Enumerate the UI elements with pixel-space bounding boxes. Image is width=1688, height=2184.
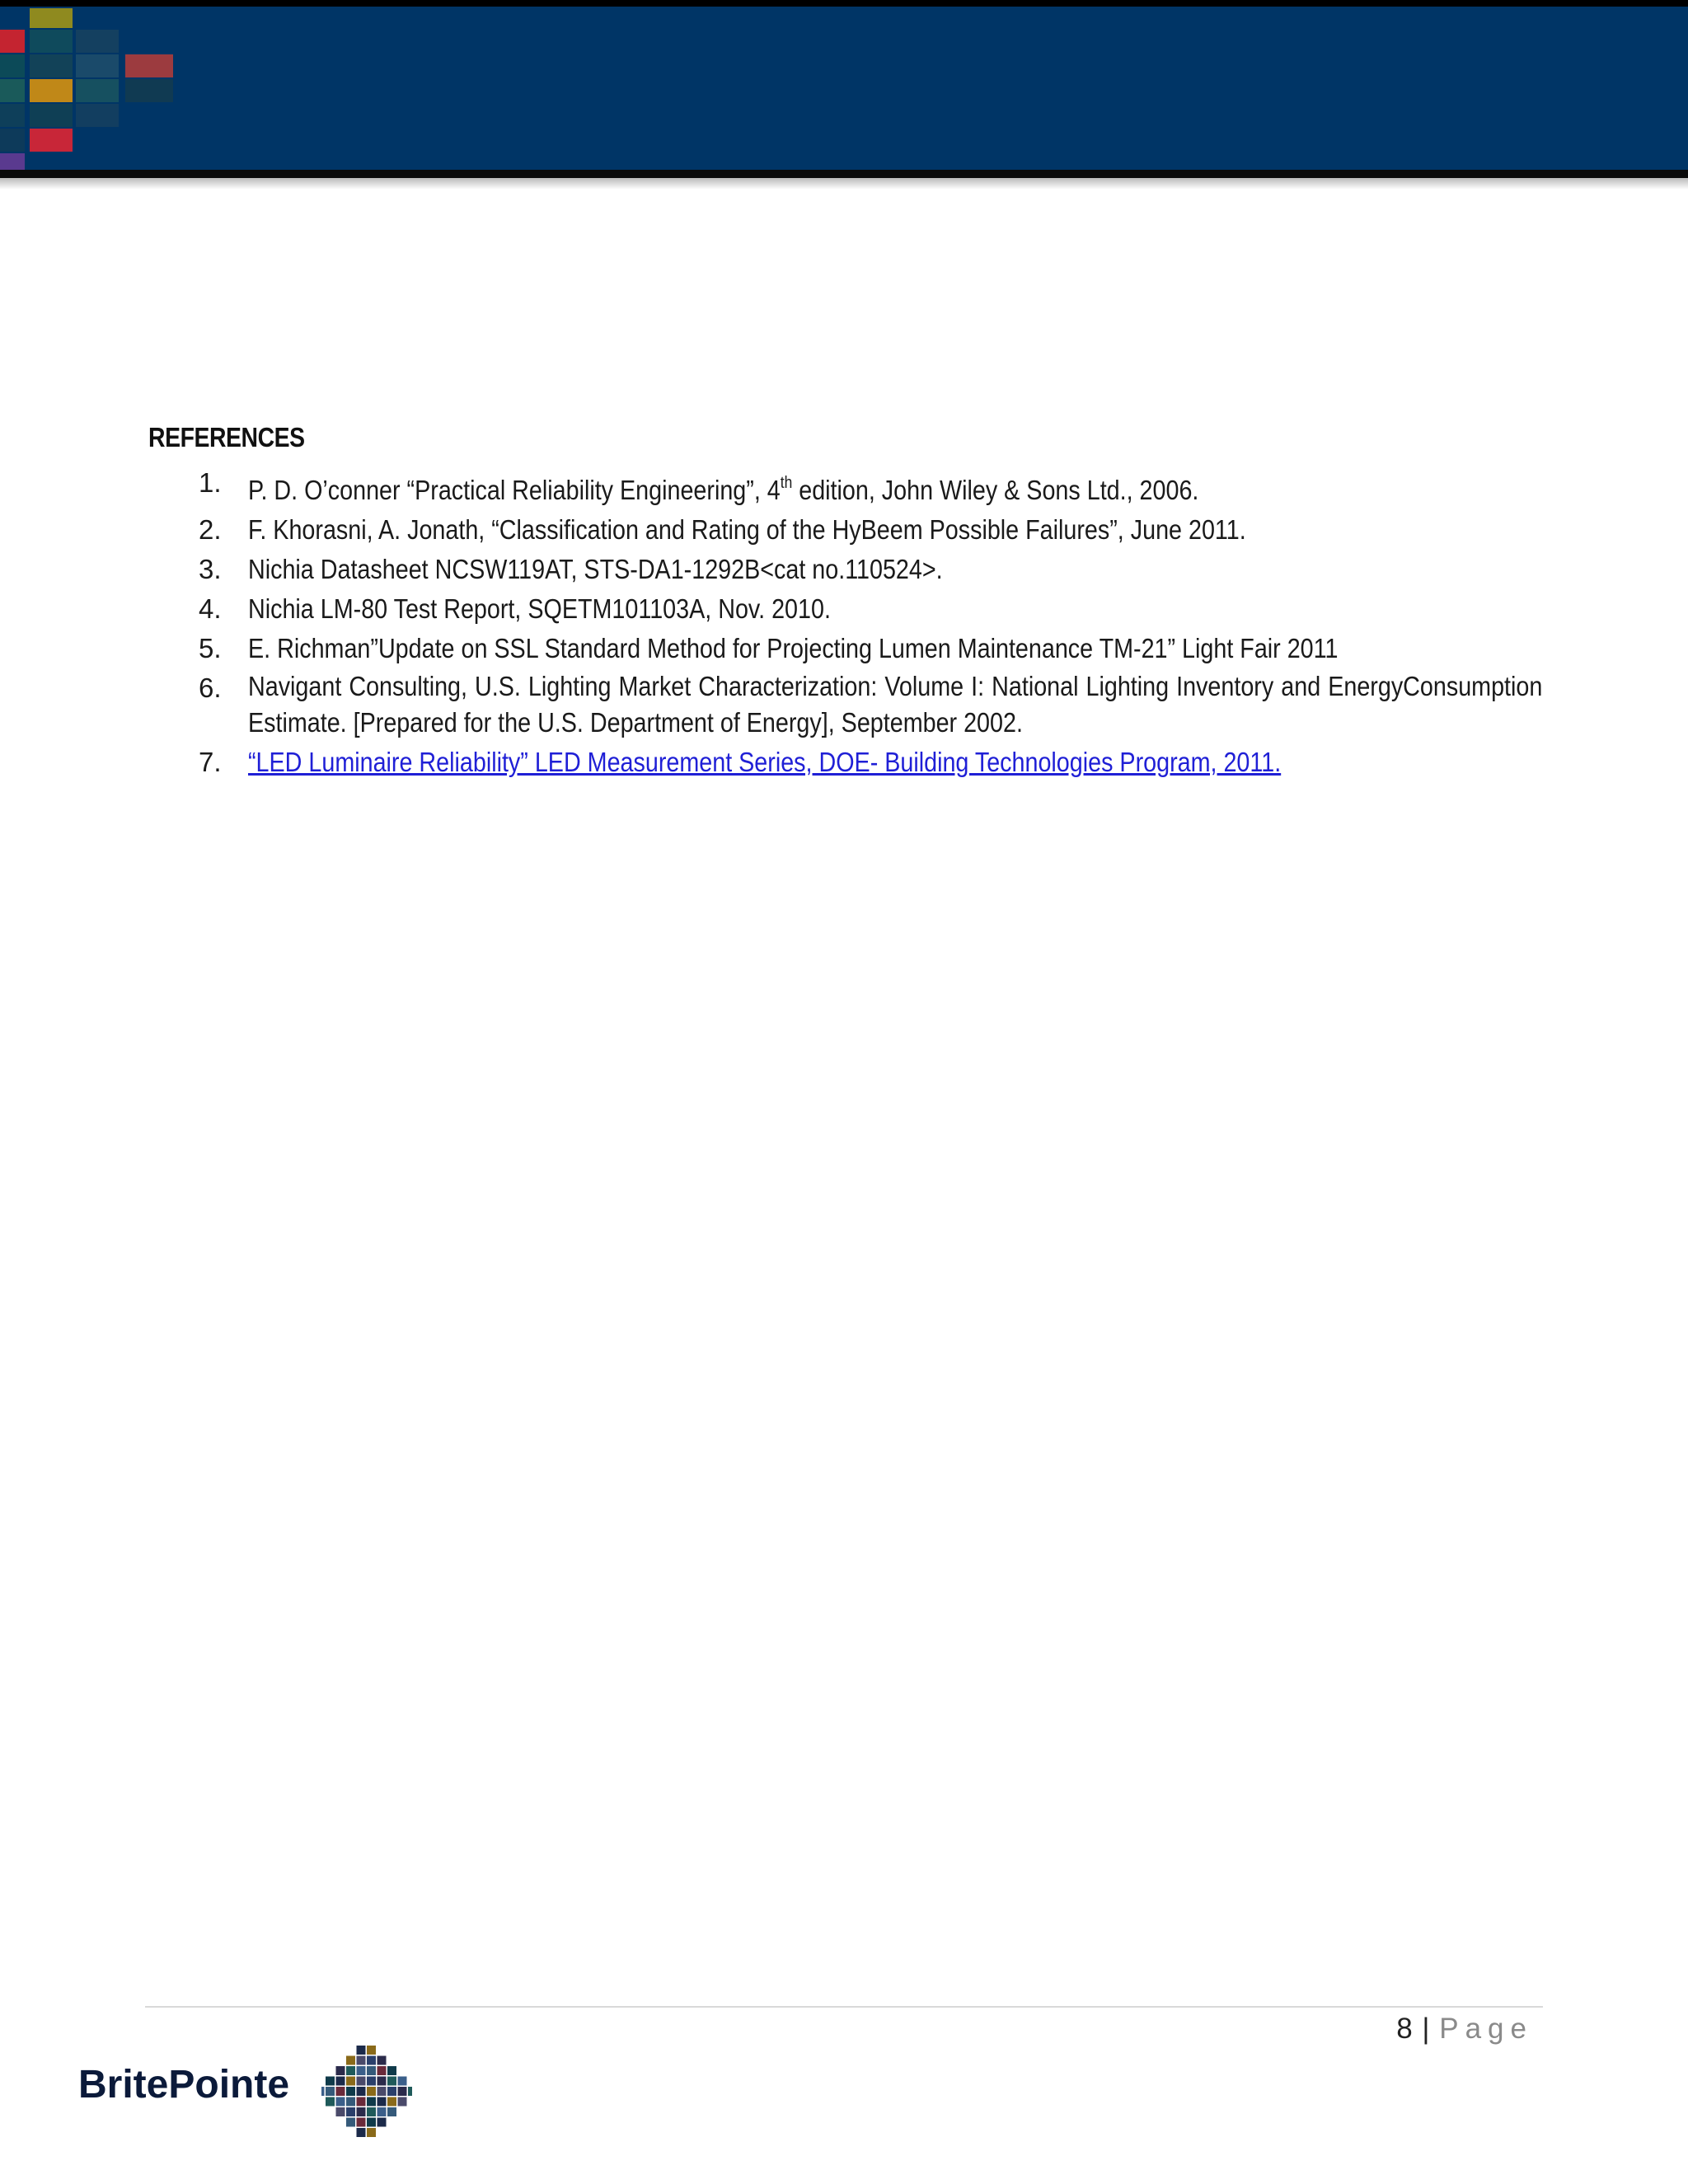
reference-text: Nichia LM-80 Test Report, SQETM101103A, Nov. 2010.: [248, 593, 831, 624]
logo-pixel: [346, 2066, 355, 2075]
logo-pixel: [336, 2107, 345, 2116]
logo-pixel: [357, 2118, 366, 2127]
references-list: [148, 463, 1541, 782]
logo-pixel: [326, 2077, 335, 2086]
logo-pixel: [377, 2097, 387, 2107]
reference-item-7: [148, 743, 1541, 782]
logo-pixel: [367, 2077, 376, 2086]
reference-text-part: P. D. O’conner “Practical Reliability Engineering”, 4: [248, 475, 781, 505]
page-number: 8: [1396, 2013, 1414, 2045]
page-number-footer: [1396, 2013, 1533, 2046]
logo-pixel: [398, 2077, 407, 2086]
logo-pixel: [357, 2056, 366, 2065]
logo-pixel: [346, 2097, 355, 2107]
logo-pixel: [367, 2087, 376, 2096]
logo-pixel: [357, 2128, 366, 2137]
logo-pixel: [387, 2066, 396, 2075]
logo-pixel: [346, 2077, 355, 2086]
reference-number: 7.: [199, 747, 222, 777]
logo-pixel: [387, 2107, 396, 2116]
logo-pixel: [377, 2087, 387, 2096]
reference-item-3: [148, 550, 1541, 589]
header-top-line: [0, 0, 1688, 7]
reference-number: 2.: [199, 514, 222, 545]
logo-pixel: [398, 2097, 407, 2107]
logo-pixel: [321, 2087, 325, 2096]
reference-number: 3.: [199, 554, 222, 584]
brand-name: BritePointe: [78, 2063, 290, 2107]
logo-pixel: [357, 2107, 366, 2116]
reference-item-4: [148, 589, 1541, 629]
logo-pixel: [387, 2087, 396, 2096]
logo-pixel: [357, 2087, 366, 2096]
reference-number: 4.: [199, 593, 222, 624]
logo-pixel: [367, 2097, 376, 2107]
logo-pixel: [377, 2077, 387, 2086]
logo-pixel: [346, 2107, 355, 2116]
header-mosaic-icon: [0, 7, 214, 171]
logo-pixel: [326, 2097, 335, 2107]
logo-pixel: [377, 2066, 387, 2075]
reference-item-2: [148, 510, 1541, 550]
logo-pixel: [367, 2056, 376, 2065]
reference-text: Navigant Consulting, U.S. Lighting Market Characterization: Volume I: National Lighting Inventory and EnergyConsumption Estimate. [Prepared for the U.S. Department of Energy], September 2002.: [248, 671, 1543, 738]
reference-superscript: th: [780, 474, 793, 492]
references-section: [148, 422, 1541, 782]
logo-pixel: [387, 2097, 396, 2107]
footer-divider: [145, 2006, 1543, 2008]
header-shadow: [0, 178, 1688, 190]
logo-pixel: [377, 2056, 387, 2065]
logo-pixel: [367, 2128, 376, 2137]
reference-text: E. Richman”Update on SSL Standard Method for Projecting Lumen Maintenance TM-21” Light Fair 2011: [248, 633, 1339, 663]
reference-text: Nichia Datasheet NCSW119AT, STS-DA1-1292B<cat no.110524>.: [248, 554, 943, 584]
logo-pixel: [357, 2097, 366, 2107]
reference-text-part: edition, John Wiley & Sons Ltd., 2006.: [792, 475, 1199, 505]
logo-pixel: [346, 2056, 355, 2065]
logo-pixel: [377, 2107, 387, 2116]
page-label: Page: [1439, 2013, 1533, 2045]
logo-pixel: [336, 2066, 345, 2075]
logo-pixel: [367, 2107, 376, 2116]
reference-text: [248, 463, 1542, 510]
reference-number: 1.: [199, 467, 222, 498]
logo-pixel: [346, 2087, 355, 2096]
page-separator: |: [1422, 2013, 1431, 2045]
logo-pixel: [357, 2046, 366, 2055]
reference-item-5: [148, 629, 1541, 668]
reference-number: 5.: [199, 633, 222, 663]
reference-text-wrap: [248, 743, 1542, 782]
reference-number: 6.: [199, 673, 222, 703]
reference-item-6: [148, 668, 1541, 743]
logo-pixel: [336, 2087, 345, 2096]
logo-pixel: [398, 2087, 407, 2096]
logo-pixel: [326, 2087, 335, 2096]
logo-pixel: [377, 2118, 387, 2127]
logo-pixel: [357, 2066, 366, 2075]
logo-pixel: [346, 2118, 355, 2127]
logo-pixel: [367, 2046, 376, 2055]
references-heading: REFERENCES: [148, 422, 305, 452]
logo-pixel: [357, 2077, 366, 2086]
logo-pixel: [336, 2077, 345, 2086]
logo-pixel: [367, 2066, 376, 2075]
logo-pixel: [367, 2118, 376, 2127]
logo-pixel: [408, 2087, 412, 2096]
logo-pixel: [336, 2097, 345, 2107]
logo-pixel: [387, 2077, 396, 2086]
header-banner: [0, 7, 1688, 170]
reference-item-1: [148, 463, 1541, 510]
reference-link[interactable]: “LED Luminaire Reliability” LED Measurement Series, DOE- Building Technologies Program, 2011.: [248, 747, 1282, 777]
header-bottom-bar: [0, 170, 1688, 178]
pixel-diamond-icon: [321, 2044, 412, 2139]
reference-text: F. Khorasni, A. Jonath, “Classification and Rating of the HyBeem Possible Failures”, June 2011.: [248, 514, 1246, 545]
